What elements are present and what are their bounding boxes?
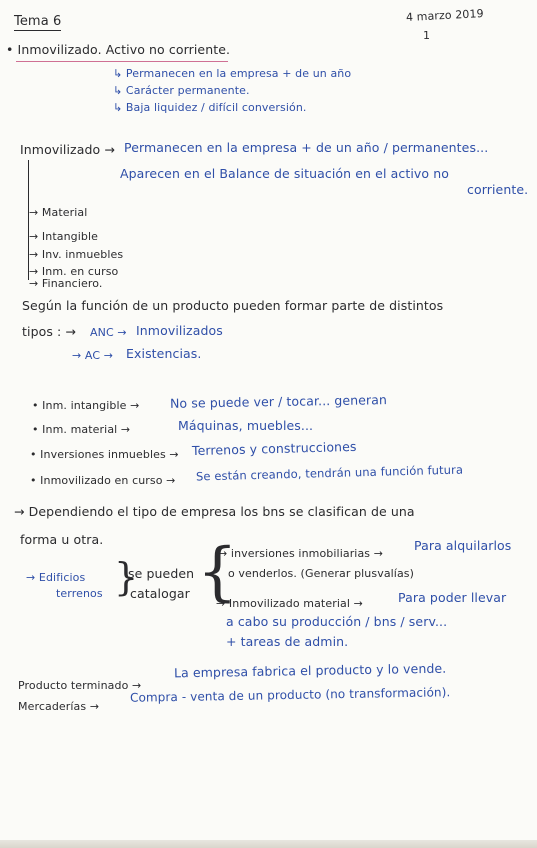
tree-connector <box>28 160 29 280</box>
inmovilizado-label: Inmovilizado → <box>20 142 115 157</box>
anc-label: ANC → <box>90 326 127 339</box>
mercaderias-label: Mercaderías → <box>18 700 100 713</box>
type-row-value: Se están creando, tendrán una función futura <box>195 462 464 484</box>
se-pueden-label: se pueden <box>128 566 195 581</box>
option-line: o venderlos. (Generar plusvalías) <box>228 567 415 580</box>
type-row-label: • Inm. material → <box>32 423 131 436</box>
mercaderias-value: Compra - venta de un producto (no transformación). <box>129 685 451 705</box>
page-title: Tema 6 <box>14 14 62 29</box>
dependiendo-line: → Dependiendo el tipo de empresa los bns se clasifican de una <box>14 504 415 519</box>
page-mark: 1 <box>423 29 431 42</box>
inmovilizado-type: → Inm. en curso <box>29 265 119 278</box>
definition-line: corriente. <box>467 182 529 197</box>
inmovilizado-type: → Intangible <box>29 230 98 243</box>
tipos-label: tipos : → <box>22 324 77 339</box>
funcion-line: Según la función de un producto pueden formar parte de distintos <box>22 298 444 313</box>
right-brace: { <box>197 535 238 609</box>
section1-item: ↳ Baja liquidez / difícil conversión. <box>113 101 307 114</box>
section1-item: ↳ Permanecen en la empresa + de un año <box>113 67 352 80</box>
type-row-value: Máquinas, muebles... <box>178 418 314 433</box>
type-row-label: • Inmovilizado en curso → <box>30 474 176 487</box>
type-row-label: • Inm. intangible → <box>32 399 140 412</box>
type-row-label: • Inversiones inmuebles → <box>30 448 179 461</box>
option-line: a cabo su producción / bns / serv... <box>226 614 448 629</box>
option-label: → Inmovilizado material → <box>216 597 363 610</box>
definition-line: Aparecen en el Balance de situación en el activo no <box>120 166 449 181</box>
date-label: 4 marzo 2019 <box>405 6 484 25</box>
catalogar-label: catalogar <box>130 586 190 601</box>
anc-value: Inmovilizados <box>136 323 223 338</box>
producto-value: La empresa fabrica el producto y lo vende. <box>173 660 447 681</box>
edificios-label: → Edificios <box>26 571 86 584</box>
option-value: Para poder llevar <box>398 590 507 605</box>
inmovilizado-type: → Financiero. <box>29 277 103 290</box>
left-brace: } <box>114 555 139 599</box>
option-label: → inversiones inmobiliarias → <box>218 547 384 560</box>
page-bottom-edge <box>0 840 537 848</box>
ac-label: → AC → <box>72 349 114 362</box>
definition-line: Permanecen en la empresa + de un año / permanentes... <box>124 140 489 155</box>
inmovilizado-type: → Inv. inmuebles <box>29 248 124 261</box>
section1-item: ↳ Carácter permanente. <box>113 84 250 97</box>
option-line: + tareas de admin. <box>226 634 349 649</box>
inmovilizado-type: → Material <box>29 206 88 219</box>
option-value: Para alquilarlos <box>414 538 512 553</box>
ac-value: Existencias. <box>126 346 202 361</box>
terrenos-label: terrenos <box>56 587 103 600</box>
type-row-value: Terrenos y construcciones <box>191 438 357 459</box>
heading-underline <box>16 61 228 62</box>
section1-heading: • Inmovilizado. Activo no corriente. <box>6 42 231 57</box>
type-row-value: No se puede ver / tocar... generan <box>169 392 388 411</box>
producto-label: Producto terminado → <box>18 679 142 692</box>
dependiendo-line: forma u otra. <box>20 532 104 547</box>
